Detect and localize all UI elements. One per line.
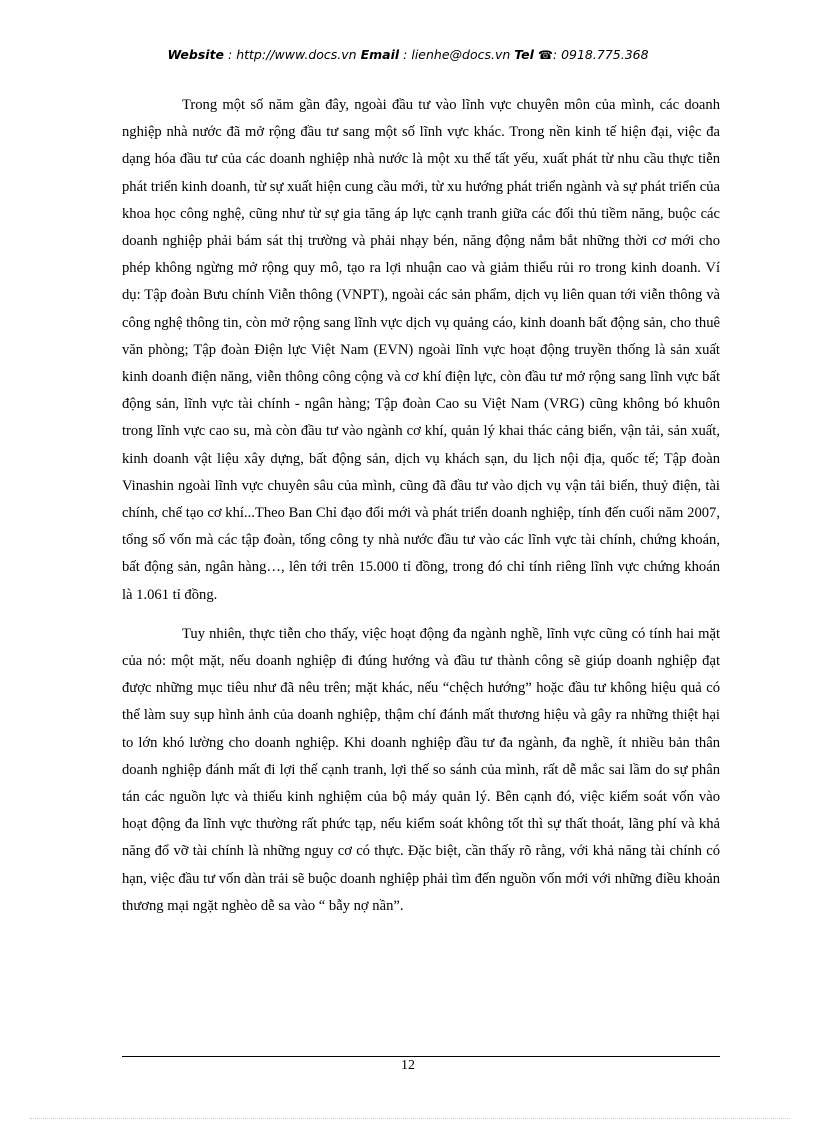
paragraph-1: Trong một số năm gần đây, ngoài đầu tư vào lĩnh vực chuyên môn của mình, các doanh nghiệp nhà nước đã mở rộng đầu tư sang một số lĩnh vực khác. Trong nền kinh tế hiện đại, việc đa dạng hóa đầu tư của các doanh nghiệp nhà nước là một xu thế tất yếu, xuất phát từ nhu cầu thực tiễn phát triển kinh doanh, từ sự xuất hiện cung cầu mới, từ xu hướng phát triển ngành và sự phát triển của khoa học công nghệ, cũng như từ sự gia tăng áp lực cạnh tranh giữa các đối thủ tiềm năng, buộc các doanh nghiệp phải bám sát thị trường và phải nhạy bén, năng động nắm bắt những thời cơ mới cho phép không ngừng mở rộng quy mô, tạo ra lợi nhuận cao và giảm thiểu rủi ro trong kinh doanh. Ví dụ: Tập đoàn Bưu chính Viễn thông (VNPT), ngoài các sản phẩm, dịch vụ liên quan tới viễn thông và công nghệ thông tin, còn mở rộng sang lĩnh vực dịch vụ quảng cáo, kinh doanh bất động sản, cho thuê văn phòng; Tập đoàn Điện lực Việt Nam (EVN) ngoài lĩnh vực hoạt động truyền thống là sản xuất kinh doanh điện năng, viễn thông công cộng và cơ khí điện lực, còn đầu tư mở rộng sang lĩnh vực bất động sản, lĩnh vực tài chính - ngân hàng; Tập đoàn Cao su Việt Nam (VRG) cũng không bó khuôn trong lĩnh vực cao su, mà còn đầu tư vào ngành cơ khí, quản lý khai thác cảng biển, vận tải, sản xuất, kinh doanh vật liệu xây dựng, bất động sản, dịch vụ khách sạn, du lịch nội địa, quốc tế; Tập đoàn Vinashin ngoài lĩnh vực chuyên sâu của mình, cũng đã đầu tư vào dịch vụ vận tải biển, thuỷ điện, tài chính, chế tạo cơ khí...Theo Ban Chỉ đạo đổi mới và phát triển doanh nghiệp, tính đến cuối năm 2007, tổng số vốn mà các tập đoàn, tổng công ty nhà nước đầu tư vào các lĩnh vực tài chính, chứng khoán, bất động sản, ngân hàng…, lên tới trên 15.000 tỉ đồng, trong đó chỉ tính riêng lĩnh vực chứng khoán là 1.061 tỉ đồng. — [122, 97, 720, 603]
page-number: 12 — [401, 1058, 415, 1073]
tel-label: Tel — [514, 47, 534, 62]
footer-divider — [122, 1056, 720, 1057]
phone-icon: ☎ — [537, 48, 553, 62]
document-body — [122, 92, 720, 920]
page-header — [0, 47, 816, 62]
tel-value: : 0918.775.368 — [552, 47, 649, 62]
website-value: : http://www.docs.vn — [228, 47, 357, 62]
email-label: Email — [360, 47, 400, 62]
website-label: Website — [167, 47, 225, 62]
paragraph-2: Tuy nhiên, thực tiễn cho thấy, việc hoạt động đa ngành nghề, lĩnh vực cũng có tính hai mặt của nó: một mặt, nếu doanh nghiệp đi đúng hướng và đầu tư thành công sẽ giúp doanh nghiệp đạt được những mục tiêu như đã nêu trên; mặt khác, nếu “chệch hướng” hoặc đầu tư không hiệu quả có thể làm suy sụp hình ảnh của doanh nghiệp, thậm chí đánh mất thương hiệu và gây ra những thiệt hại to lớn khó lường cho doanh nghiệp. Khi doanh nghiệp đầu tư đa ngành, đa nghề, ít nhiều bản thân doanh nghiệp đánh mất đi lợi thế cạnh tranh, lợi thế so sánh của mình, rất dễ mắc sai lầm do sự phân tán các nguồn lực và thiếu kinh nghiệm của bộ máy quản lý. Bên cạnh đó, việc kiểm soát vốn vào hoạt động đa lĩnh vực thường rất phức tạp, nếu kiểm soát không tốt thì sự thất thoát, lãng phí và khả năng đổ vỡ tài chính là những nguy cơ có thực. Đặc biệt, cần thấy rõ rằng, với khả năng tài chính có hạn, việc đầu tư vốn dàn trải sẽ buộc doanh nghiệp phải tìm đến nguồn vốn mới với những điều khoản thương mại ngặt nghèo dễ sa vào “ bẫy nợ nần”. — [122, 625, 720, 914]
email-value: : lienhe@docs.vn — [403, 47, 511, 62]
page-bottom-border — [30, 1118, 790, 1119]
